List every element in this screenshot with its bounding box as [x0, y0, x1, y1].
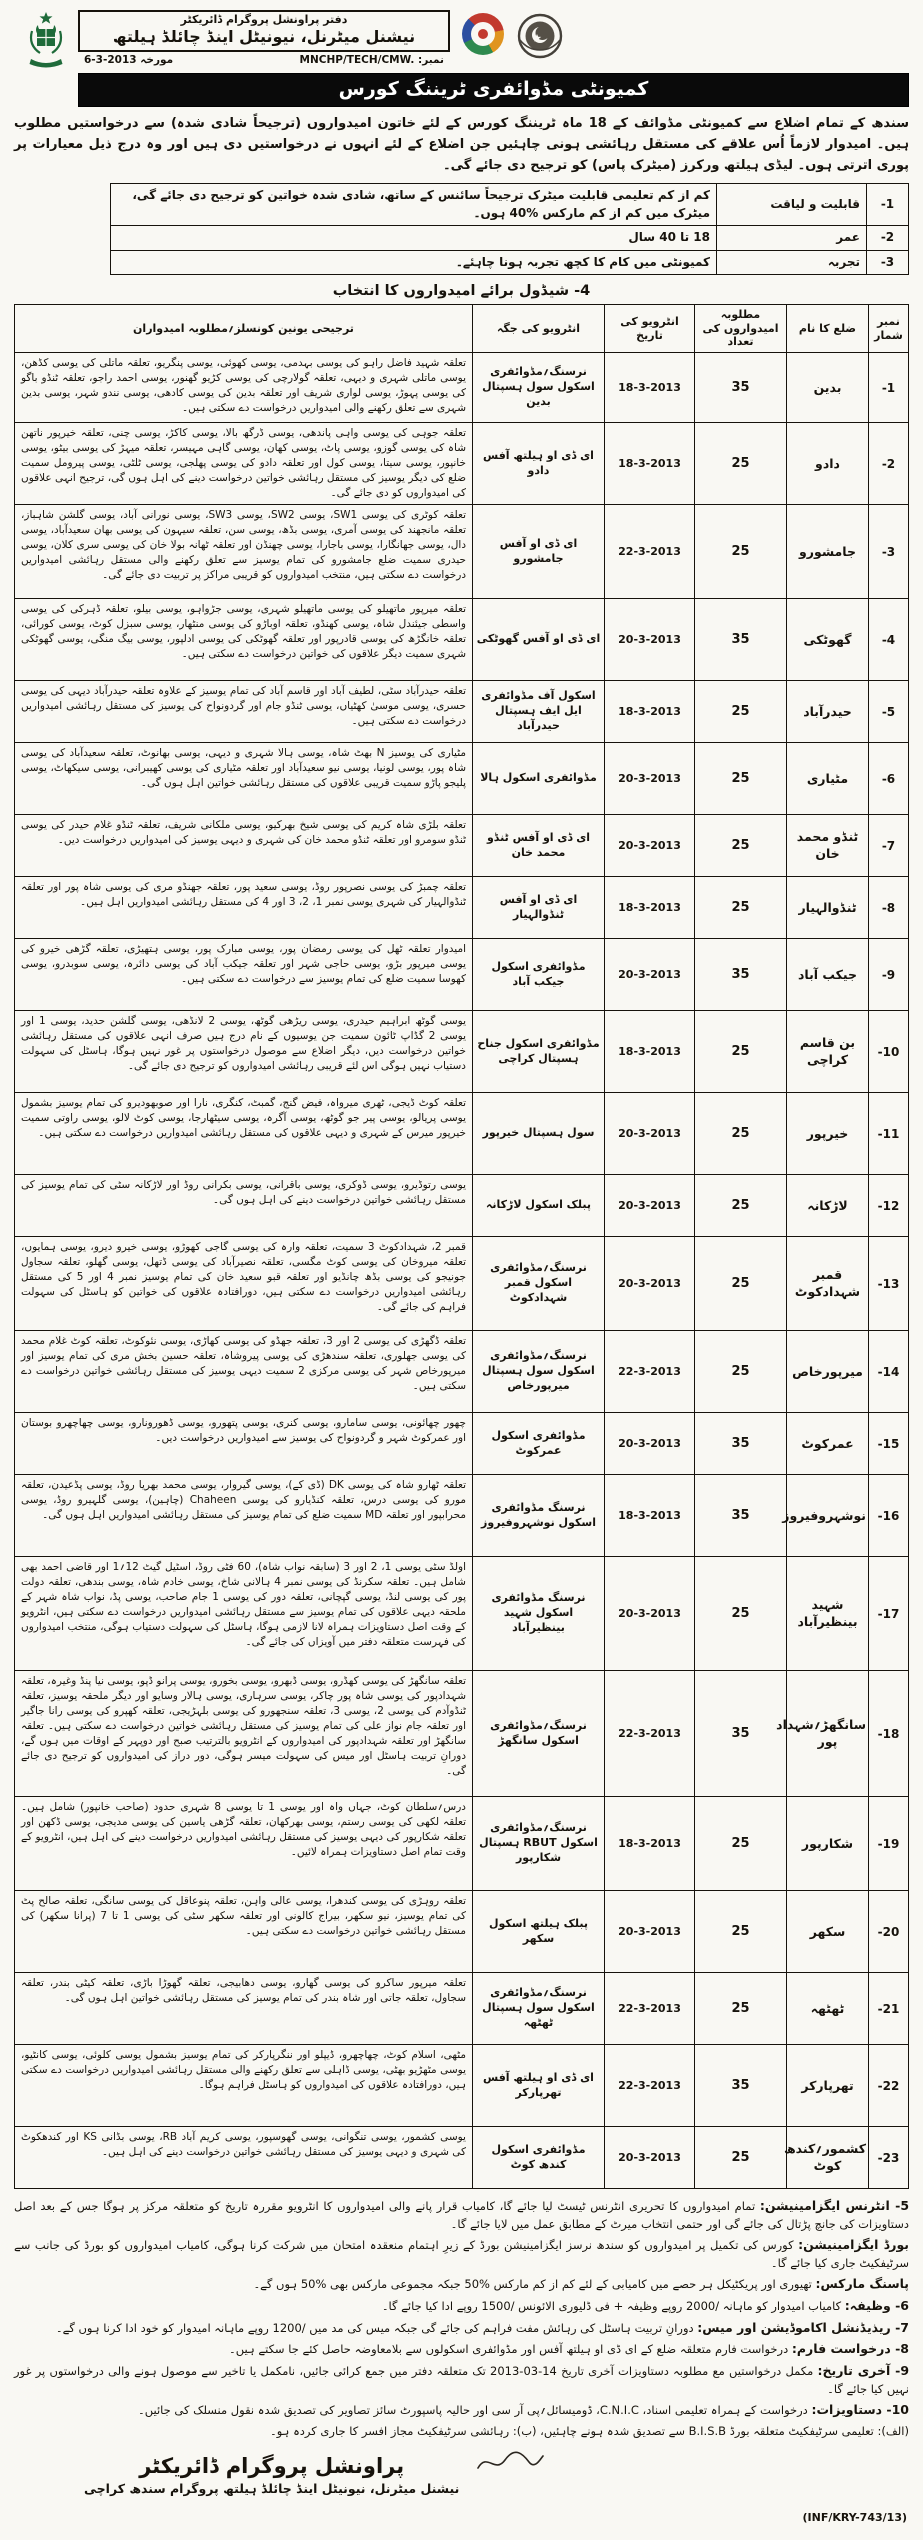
row-date: 18-3-2013: [605, 1011, 695, 1093]
row-date: 20-3-2013: [605, 815, 695, 877]
note-item: [14, 2340, 909, 2359]
table-row: [15, 1671, 909, 1797]
intro-paragraph: سندھ کے تمام اضلاع سے کمیونٹی مڈوائف کے 18 ماہ ٹریننگ کورس کے لئے خاتون امیدواروں (ترجیحاً شادی شدہ) سے درخواستیں مطلوب ہیں۔ امیدوار لازماً اُس علاقے کی مستقل رہائشی ہونی چاہئیں جن اضلاع کے لئے انہوں نے درخواستیں دی ہیں اور وہ درج ذیل معیارات پر پوری اترتی ہوں۔ لیڈی ہیلتھ ورکرز (میٹرک پاس) کو ترجیح دی جائے گی۔: [14, 116, 909, 173]
header-serial: نمبر شمار: [869, 304, 909, 352]
table-row: [15, 877, 909, 939]
row-venue: ای ڈی او ہیلتھ آفس دادو: [473, 423, 605, 505]
row-count: 25: [695, 505, 787, 599]
row-serial: -21: [869, 1973, 909, 2045]
note-item: [14, 2401, 909, 2420]
note-text: مکمل درخواستیں مع مطلوبہ دستاویزات آخری تاریخ 14-03-2013 تک متعلقہ دفتر میں جمع کرائی جائیں، نامکمل یا تاخیر سے موصول ہونے والی درخواستوں پر غور نہیں کیا جائے گا۔: [14, 2364, 909, 2396]
row-serial: -13: [869, 1237, 909, 1331]
row-serial: -23: [869, 2127, 909, 2189]
row-serial: -2: [869, 423, 909, 505]
row-venue: نرسنگ؍مڈوائفری اسکول سول ہسپتال میرپورخاص: [473, 1331, 605, 1413]
row-venue: مڈوائفری اسکول جیکب آباد: [473, 939, 605, 1011]
signatory-title: پراونشل پروگرام ڈائریکٹر: [139, 2454, 405, 2479]
row-areas: اولڈ سٹی یوسی 1، 2 اور 3 (سابقہ نواب شاہ)، 60 فٹی روڈ، اسٹیل گیٹ 12؍1 اور قاضی احمد بھی شامل ہیں۔ تعلقہ سکرنڈ کی یوسی نمبر 4 ہالانی شاخ، یوسی خادم شاہ، یوسی بندھی، تعلقہ دولت پور کی یوسی لنڈ، یوسی گپچانی، تعلقہ دور کی یوسی 1 جام صاحب، یوسی پڈ، نواب شاہ شہر کے ملحقہ دیہی علاقوں کی تمام یوسیز سے مستقل رہائشی امیدواریں درخواست دے سکتی ہیں، انٹرویو کے وقت اصل دستاویزات ہمراہ لانا لازمی ہوگا، ہاسٹل کی سہولت دستیاب ہوگی، منتخب امیدواروں کی فہرست متعلقہ دفتر میں آویزاں کی جائے گی۔: [15, 1557, 473, 1671]
row-serial: -3: [869, 505, 909, 599]
row-serial: -10: [869, 1011, 909, 1093]
masthead: [14, 10, 909, 68]
row-count: 35: [695, 599, 787, 681]
row-areas: درس؍سلطان کوٹ، جہاں واہ اور یوسی 1 تا یوسی 8 شہری حدود (صاحب خانپور) شامل ہیں۔ تعلقہ لکھی کی یوسی رستم، یوسی بھرکھان، تعلقہ گڑھی یاسین کی یوسی مدیجی، یوسی ڈکھن اور تعلقہ شکارپور کی دیہی یوسیز کی مستقل رہائشی امیدواریں درخواست دینے کی اہل ہیں، انٹرویو کے وقت تمام اصل دستاویزات ہمراہ لائیں۔: [15, 1797, 473, 1891]
row-count: 35: [695, 1475, 787, 1557]
row-district: جامشورو: [787, 505, 869, 599]
schedule-table: [14, 304, 909, 2189]
row-date: 20-3-2013: [605, 939, 695, 1011]
row-district: حیدرآباد: [787, 681, 869, 743]
row-count: 35: [695, 1413, 787, 1475]
table-row: [15, 1093, 909, 1175]
course-banner: [78, 73, 909, 107]
row-serial: -17: [869, 1557, 909, 1671]
row-venue: نرسنگ؍مڈوائفری اسکول قمبر شہدادکوٹ: [473, 1237, 605, 1331]
criteria-label: تجربہ: [717, 250, 867, 274]
row-serial: -4: [869, 599, 909, 681]
row-areas: تعلقہ چمبڑ کی یوسی نصرپور روڈ، یوسی سعید پور، تعلقہ جھنڈو مری کی یوسی شاہ پور اور تعلقہ ٹنڈوالہیار کی شہری یوسی نمبر 1، 2، 3 اور 4 کی مستقل رہائشی امیدواریں اہل ہیں۔: [15, 877, 473, 939]
note-label: 5- انٹرنس ایگزامینیشن:: [759, 2198, 910, 2214]
row-areas: یوسی رتوڈیرو، یوسی ڈوکری، یوسی باقرانی، یوسی بکرانی روڈ اور لاڑکانہ سٹی کی تمام یوسیز کی مستقل رہائشی خواتین درخواست دینے کی اہل ہوں گی۔: [15, 1175, 473, 1237]
criteria-number: -2: [867, 226, 909, 250]
program-title: نیشنل میٹرنل، نیونیٹل اینڈ چائلڈ ہیلتھ: [112, 27, 416, 47]
row-date: 18-3-2013: [605, 353, 695, 423]
row-count: 35: [695, 939, 787, 1011]
note-item: [14, 2275, 909, 2294]
row-venue: ای ڈی او آفس جامشورو: [473, 505, 605, 599]
row-areas: قمبر 2، شہدادکوٹ 3 سمیت، تعلقہ وارہ کی یوسی گاجی کھوڑو، یوسی خیرو دیرو، یوسی ہمایوں، تعلقہ میروخان کی یوسی کوٹ مگسی، تعلقہ نصیرآباد کی یوسی ڈتھل، یوسی گھلو، تعلقہ سجاول جونیجو کی یوسی بڈھ چانڈیو اور تعلقہ قبو سعید خان کی تمام یوسیز نمبر 4 اور 5 کی مستقل رہائشی امیدواریں درخواست دے سکتی ہیں، دورافتادہ علاقوں کی خواتین کو ہاسٹل کی سہولت فراہم کی جائے گی۔: [15, 1237, 473, 1331]
note-item: [14, 2319, 909, 2338]
row-venue: پبلک ہیلتھ اسکول سکھر: [473, 1891, 605, 1973]
criteria-value: کمیونٹی میں کام کا کچھ تجربہ ہونا چاہئے۔: [111, 250, 717, 274]
note-text: تھیوری اور پریکٹیکل ہر حصے میں کامیابی کے لئے کم از کم مارکس %50 جبکہ مجموعی مارکس بھی %50 ہوں گے۔: [253, 2277, 812, 2292]
criteria-value: کم از کم تعلیمی قابلیت میٹرک ترجیحاً سائنس کے ساتھ، شادی شدہ خواتین کو ترجیح دی جائے گی، میٹرک میں کم از کم مارکس %40 ہوں۔: [111, 184, 717, 226]
row-district: بن قاسم کراچی: [787, 1011, 869, 1093]
table-row: [15, 353, 909, 423]
row-areas: تعلقہ بلڑی شاہ کریم کی یوسی شیخ بھرکیو، یوسی ملکانی شریف، تعلقہ ٹنڈو غلام حیدر کی یوسی ٹنڈو سومرو اور تعلقہ ٹنڈو محمد خان کی شہری و دیہی یوسیز کی امیدواریں درخواست دیں۔: [15, 815, 473, 877]
row-district: بدین: [787, 353, 869, 423]
row-district: ٹھٹھہ: [787, 1973, 869, 2045]
row-date: 22-3-2013: [605, 2045, 695, 2127]
row-serial: -6: [869, 743, 909, 815]
row-areas: تعلقہ روہڑی کی یوسی کندھرا، یوسی عالی واہن، تعلقہ پنوعاقل کی یوسی سانگی، تعلقہ صالح پٹ کی تمام یوسیز، نیو سکھر، بیراج کالونی اور تعلقہ سکھر سٹی کی یوسی 1 تا 7 (پرانا سکھر) کی مستقل رہائشی خواتین درخواست دے سکتی ہیں۔: [15, 1891, 473, 1973]
row-district: لاڑکانہ: [787, 1175, 869, 1237]
row-count: 25: [695, 1237, 787, 1331]
row-areas: تعلقہ جوہی کی یوسی واہی پاندھی، یوسی ڈرگھ بالا، یوسی کاکڑ، یوسی چنی، تعلقہ خیرپور ناتھن شاہ کی یوسی گوزو، یوسی پاٹ، یوسی کھان، یوسی گاہی مہیسر، تعلقہ میہڑ کی یوسی بیٹو، یوسی خانپور، یوسی سیتا، یوسی کول اور تعلقہ دادو کی یوسی پھلجی، یوسی ٹلٹی، یوسی پیرومل سمیت ضلع کی دیگر یوسیز کی مستقل رہائشی خواتین درخواست دینے کی اہل ہوں گی، ترجیح انہی علاقوں کی امیدواروں کو دی جائے گی۔: [15, 423, 473, 505]
row-serial: -14: [869, 1331, 909, 1413]
row-serial: -22: [869, 2045, 909, 2127]
row-areas: تعلقہ حیدرآباد سٹی، لطیف آباد اور قاسم آباد کی تمام یوسیز کے علاوہ تعلقہ حیدرآباد دیہی کی یوسی حسری، یوسی موسیٰ کھٹیاں، یوسی ٹنڈو جام اور گردونواح کی یوسیز کی مستقل رہائشی امیدواریں درخواست دے سکتی ہیں۔: [15, 681, 473, 743]
row-district: شہید بینظیرآباد: [787, 1557, 869, 1671]
table-row: [15, 1175, 909, 1237]
table-row: [15, 505, 909, 599]
row-date: 20-3-2013: [605, 2127, 695, 2189]
criteria-table: [110, 183, 909, 275]
row-date: 20-3-2013: [605, 1413, 695, 1475]
row-count: 25: [695, 815, 787, 877]
row-district: میرپورخاص: [787, 1331, 869, 1413]
row-district: عمرکوٹ: [787, 1413, 869, 1475]
table-row: [15, 423, 909, 505]
row-count: 25: [695, 423, 787, 505]
row-district: خیرپور: [787, 1093, 869, 1175]
note-label: 8- درخواست فارم:: [791, 2341, 909, 2357]
row-areas: تعلقہ کوٹ ڈیجی، ٹھری میرواہ، فیض گنج، گمبٹ، کنگری، نارا اور صوبھودیرو کی تمام یوسیز بشمول یوسی پریالو، یوسی پیر جو گوٹھ، یوسی آگرہ، یوسی سیٹھارجا، یوسی کوٹ لالو، یوسی راوتی سمیت خیرپور میرس کے شہری و دیہی علاقوں کی مستقل رہائشی امیدواریں درخواست دے سکتی ہیں۔: [15, 1093, 473, 1175]
row-venue: اسکول آف مڈوائفری ایل ایف ہسپتال حیدرآباد: [473, 681, 605, 743]
row-count: 25: [695, 877, 787, 939]
table-row: [15, 1331, 909, 1413]
row-serial: -15: [869, 1413, 909, 1475]
row-areas: تعلقہ ڈگھڑی کی یوسی 2 اور 3، تعلقہ جھڈو کی یوسی کھاڑی، یوسی نئوکوٹ، تعلقہ کوٹ غلام محمد کی یوسی جھلوری، تعلقہ سندھڑی کی یوسی پیروشاہ، تعلقہ حسین بخش مری کی تمام یوسیز اور میرپورخاص شہر کی یوسی مرکزی 2 سمیت دیہی یوسیز کی مستقل رہائشی خواتین درخواست دے سکتی ہیں۔: [15, 1331, 473, 1413]
row-count: 25: [695, 1011, 787, 1093]
reference-number: نمبر: MNCHP/TECH/CMW.: [299, 54, 444, 67]
row-venue: نرسنگ؍مڈوائفری اسکول سول ہسپتال بدین: [473, 353, 605, 423]
row-district: سکھر: [787, 1891, 869, 1973]
row-count: 25: [695, 1973, 787, 2045]
criteria-row: [111, 250, 909, 274]
table-row: [15, 743, 909, 815]
table-row: [15, 599, 909, 681]
row-venue: مڈوائفری اسکول عمرکوٹ: [473, 1413, 605, 1475]
mnchp-logo-icon: [462, 13, 504, 55]
row-count: 35: [695, 2045, 787, 2127]
row-serial: -18: [869, 1671, 909, 1797]
issuing-office-box: [78, 10, 450, 52]
row-date: 18-3-2013: [605, 877, 695, 939]
row-count: 35: [695, 353, 787, 423]
schedule-table-body: [15, 353, 909, 2189]
criteria-label: قابلیت و لیاقت: [717, 184, 867, 226]
row-venue: نرسنگ مڈوائفری اسکول نوشہروفیروز: [473, 1475, 605, 1557]
header-venue: انٹرویو کی جگہ: [473, 304, 605, 352]
row-serial: -9: [869, 939, 909, 1011]
row-serial: -20: [869, 1891, 909, 1973]
row-serial: -19: [869, 1797, 909, 1891]
header-date: انٹرویو کی تاریخ: [605, 304, 695, 352]
row-serial: -8: [869, 877, 909, 939]
row-areas: تعلقہ سانگھڑ کی یوسی کھڈرو، یوسی ڈبھرو، یوسی بخورو، یوسی پرانو ڈپو، یوسی نیا پنڈ وغیرہ، تعلقہ شہدادپور کی یوسی شاہ پور چاکر، یوسی سرہاری، یوسی ہالار وسایو اور دیگر ملحقہ یوسیز، تعلقہ ٹنڈوآدم کی یوسی 2، یوسی 3، تعلقہ سنجھورو کی یوسی بلہڑیجی، تعلقہ کھپرو کی یوسی رانا جاگیر اور تعلقہ جام نواز علی کی تمام یوسیز کی مستقل رہائشی خواتین درخواست دے سکتی ہیں۔ تعلقہ سانگھڑ اور تعلقہ شہدادپور کی امیدواروں کے انٹرویو بالترتیب صبح اور دوپہر کے اوقات میں ہوں گے، دورانِ تربیت ہاسٹل اور میس کی سہولت میسر ہوگی، دور دراز کی امیدواروں کو ترجیح دی جائے گی۔: [15, 1671, 473, 1797]
row-date: 18-3-2013: [605, 423, 695, 505]
row-date: 22-3-2013: [605, 1331, 695, 1413]
signature-block: [84, 2454, 459, 2496]
row-date: 20-3-2013: [605, 1093, 695, 1175]
row-date: 22-3-2013: [605, 505, 695, 599]
row-areas: تعلقہ میرپور ماتھیلو کی یوسی ماتھیلو شہری، یوسی جڑواہو، یوسی بیلو، تعلقہ ڈہرکی کی یوسی واسطی جیئندل شاہ، یوسی کھنڈو، تعلقہ اوباڑو کی یوسی منٹھار، یوسی سبزل کوٹ، یوسی کورائی، تعلقہ خانگڑھ کی یوسی قادرپور اور تعلقہ گھوٹکی کی یوسی ادلپور، یوسی بیگ منگی، یوسی گھوٹکی شہری سمیت دیگر علاقوں کی خواتین درخواست دے سکتی ہیں۔: [15, 599, 473, 681]
criteria-label: عمر: [717, 226, 867, 250]
row-count: 25: [695, 1797, 787, 1891]
table-row: [15, 815, 909, 877]
sindh-crest-icon: [516, 12, 564, 60]
row-count: 25: [695, 1093, 787, 1175]
row-areas: چھور چھائونی، یوسی سامارو، یوسی کنری، یوسی پتھورو، یوسی ڈھورونارو، یوسی چھاچھرو بوستان اور عمرکوٹ شہر و گردونواح کی یوسیز سے امیدواریں درخواست دیں۔: [15, 1413, 473, 1475]
row-areas: مٹیاری کی یوسیز N بھٹ شاہ، یوسی ہالا شہری و دیہی، یوسی بھانوٹ، تعلقہ سعیدآباد کی یوسی شاہ پور، یوسی لونیا، یوسی نیو سعیدآباد اور تعلقہ مٹیاری کی یوسی کھیبرانی، یوسی سیکھاٹ، یوسی پلیجو پاڑو سمیت قریبی علاقوں کی مستقل رہائشی خواتین اہل ہوں گی۔: [15, 743, 473, 815]
row-date: 22-3-2013: [605, 1671, 695, 1797]
criteria-number: -3: [867, 250, 909, 274]
note-text: (الف): تعلیمی سرٹیفکیٹ متعلقہ بورڈ B.I.S.B سے تصدیق شدہ ہونے چاہئیں، (ب): رہائشی سرٹیفکیٹ مجاز افسر کا جاری کردہ ہو۔: [270, 2423, 909, 2438]
row-venue: مڈوائفری اسکول جناح ہسپتال کراچی: [473, 1011, 605, 1093]
row-areas: تعلقہ کوٹری کی یوسی SW1، یوسی SW2، یوسی SW3، یوسی نورانی آباد، یوسی گلشن شاہباز، تعلقہ مانجھند کی یوسی آمری، یوسی بڈھ، یوسی سن، تعلقہ سیہون کی یوسی بھان سعیدآباد، یوسی دال، یوسی جھانگارا، یوسی باجارا، یوسی چھنڈن اور تعلقہ ٹھانہ بولا خان کی یوسی سری کلان، یوسی حیدری سمیت ضلع جامشورو کی تمام یوسیز سے تعلق رکھنے والی مستقل رہائشی امیدواریں درخواست دے سکتی ہیں، منتخب امیدواروں کو قریبی مراکز پر تربیت دی جائے گی۔: [15, 505, 473, 599]
row-district: مٹیاری: [787, 743, 869, 815]
note-text: درخواست فارم متعلقہ ضلع کے ای ڈی او ہیلتھ آفس اور مڈوائفری اسکولوں سے بلامعاوضہ حاصل کئے جا سکتے ہیں۔: [229, 2342, 789, 2357]
row-count: 25: [695, 1331, 787, 1413]
criteria-row: [111, 184, 909, 226]
issuing-office-block: [78, 10, 450, 66]
row-date: 18-3-2013: [605, 1797, 695, 1891]
row-areas: یوسی کشمور، یوسی تنگوانی، یوسی گھوسپور، یوسی کریم آباد RB، یوسی بڈانی KS اور کندھکوٹ کی شہری و دیہی یوسیز کی مستقل رہائشی خواتین درخواست دینے کی اہل ہیں۔: [15, 2127, 473, 2189]
signatory-organization: نیشنل میٹرنل، نیونیٹل اینڈ چائلڈ ہیلتھ پروگرام سندھ کراچی: [84, 2481, 460, 2497]
row-venue: نرسنگ؍مڈوائفری اسکول سول ہسپتال ٹھٹھہ: [473, 1973, 605, 2045]
table-row: [15, 2127, 909, 2189]
signature-scribble-icon: [475, 2450, 545, 2476]
issue-date: مورخہ 6-3-2013: [84, 54, 174, 67]
row-district: کشمور؍کندھ کوٹ: [787, 2127, 869, 2189]
notes-section: [14, 2197, 909, 2440]
row-serial: -7: [869, 815, 909, 877]
office-title: دفتر پراونشل پروگرام ڈائریکٹر: [180, 13, 348, 26]
course-banner-title: کمیونٹی مڈوائفری ٹریننگ کورس: [338, 78, 649, 100]
table-row: [15, 1557, 909, 1671]
note-item: [14, 2297, 909, 2316]
row-venue: مڈوائفری اسکول ہالا: [473, 743, 605, 815]
row-date: 22-3-2013: [605, 1973, 695, 2045]
row-count: 25: [695, 2127, 787, 2189]
header-areas: ترجیحی یونین کونسلز؍مطلوبہ امیدواران: [15, 304, 473, 352]
note-label: بورڈ ایگزامینیشن:: [798, 2237, 909, 2253]
row-count: 25: [695, 1557, 787, 1671]
row-count: 25: [695, 743, 787, 815]
row-date: 20-3-2013: [605, 599, 695, 681]
row-venue: نرسنگ مڈوائفری اسکول شہید بینظیرآباد: [473, 1557, 605, 1671]
row-count: 25: [695, 1175, 787, 1237]
pakistan-emblem-icon: [26, 11, 66, 69]
row-district: دادو: [787, 423, 869, 505]
row-serial: -11: [869, 1093, 909, 1175]
note-label: پاسنگ مارکس:: [815, 2276, 909, 2292]
table-row: [15, 2045, 909, 2127]
row-areas: یوسی گوٹھ ابراہیم حیدری، یوسی ریڑھی گوٹھ، یوسی 2 لانڈھی، یوسی گلشن حدید، یوسی 1 اور یوسی 2 گڈاپ ٹائون سمیت جن یوسیوں کے نام درج ہیں صرف انہی علاقوں کی مستقل رہائشی خواتین درخواست دیں، دیگر اضلاع سے موصول درخواستوں پر غور نہیں ہوگا، ہاسٹل کی سہولت دستیاب نہیں ہوگی اس لئے قریبی رہائشی امیدواروں کو ترجیح دی جائے گی۔: [15, 1011, 473, 1093]
note-label: 6- وظیفہ:: [844, 2297, 909, 2313]
note-label: 9- آخری تاریخ:: [817, 2363, 910, 2379]
row-district: جیکب آباد: [787, 939, 869, 1011]
row-district: ٹنڈوالہیار: [787, 877, 869, 939]
row-venue: ای ڈی او آفس ٹنڈو محمد خان: [473, 815, 605, 877]
row-areas: تعلقہ میرپور ساکرو کی یوسی گھارو، یوسی دھابیجی، تعلقہ گھوڑا باڑی، تعلقہ کیٹی بندر، تعلقہ سجاول، تعلقہ جاتی اور شاہ بندر کی تمام یوسیز کی مستقل رہائشی خواتین اہل ہوں گی۔: [15, 1973, 473, 2045]
note-item: [14, 2236, 909, 2272]
note-label: 10- دستاویزات:: [811, 2402, 909, 2418]
row-district: شکارپور: [787, 1797, 869, 1891]
reference-line: [78, 52, 450, 66]
row-district: نوشہروفیروز: [787, 1475, 869, 1557]
schedule-heading: 4- شیڈول برائے امیدواروں کا انتخاب: [332, 282, 591, 299]
advert-reference-number: (INF/KRY-743/13): [802, 2511, 907, 2524]
table-row: [15, 1475, 909, 1557]
row-count: 25: [695, 1891, 787, 1973]
row-district: گھوٹکی: [787, 599, 869, 681]
note-text: کورس کی تکمیل پر امیدواروں کو سندھ نرسز ایگزامینیشن بورڈ کے زیرِ اہتمام منعقدہ امتحان میں شرکت کرنا ہوگی، کامیاب امیدواروں کو بورڈ کی جانب سے سرٹیفکیٹ جاری کیا جائے گا۔: [14, 2238, 909, 2270]
row-district: ٹنڈو محمد خان: [787, 815, 869, 877]
row-district: سانگھڑ؍شہداد پور: [787, 1671, 869, 1797]
row-serial: -1: [869, 353, 909, 423]
row-areas: امیدوار تعلقہ ٹھل کی یوسی رمضان پور، یوسی مبارک پور، یوسی ہتھیڑی، تعلقہ گڑھی خیرو کی یوسی میرپور بڑو، یوسی حاجی شہر اور تعلقہ جیکب آباد کی یوسی دائرہ، یوسی سوبدرو، یوسی کھوسا سمیت ضلع کی تمام یوسیز سے درخواست دے سکتی ہیں۔: [15, 939, 473, 1011]
schedule-header-row: [15, 304, 909, 352]
note-text: دورانِ تربیت ہاسٹل کی رہائش مفت فراہم کی جائے گی جبکہ میس کی مد میں /1200 روپے ماہانہ امیدوار کو خود ادا کرنا ہوں گے۔: [55, 2320, 694, 2335]
row-date: 20-3-2013: [605, 1891, 695, 1973]
note-label: 7- ریذیڈنشل اکاموڈیشن اور میس:: [697, 2319, 909, 2335]
row-venue: نرسنگ؍مڈوائفری اسکول RBUT ہسپتال شکارپور: [473, 1797, 605, 1891]
row-date: 20-3-2013: [605, 1237, 695, 1331]
row-date: 20-3-2013: [605, 743, 695, 815]
row-district: تھرپارکر: [787, 2045, 869, 2127]
row-date: 18-3-2013: [605, 1475, 695, 1557]
header-count: مطلوبہ امیدواروں کی تعداد: [695, 304, 787, 352]
row-district: قمبر شہدادکوٹ: [787, 1237, 869, 1331]
table-row: [15, 1011, 909, 1093]
table-row: [15, 1413, 909, 1475]
row-venue: نرسنگ؍مڈوائفری اسکول سانگھڑ: [473, 1671, 605, 1797]
table-row: [15, 1797, 909, 1891]
row-venue: پبلک اسکول لاڑکانہ: [473, 1175, 605, 1237]
criteria-row: [111, 226, 909, 250]
row-serial: -16: [869, 1475, 909, 1557]
row-venue: ای ڈی او آفس ٹنڈوالہیار: [473, 877, 605, 939]
note-item: [14, 2423, 909, 2440]
note-text: کامیاب امیدوار کو ماہانہ /2000 روپے وظیفہ + فی ڈلیوری الائونس /1500 روپے ادا کیا جائے گا۔: [381, 2298, 842, 2313]
table-row: [15, 1237, 909, 1331]
row-venue: ای ڈی او ہیلتھ آفس تھرپارکر: [473, 2045, 605, 2127]
table-row: [15, 681, 909, 743]
row-count: 25: [695, 681, 787, 743]
row-date: 18-3-2013: [605, 681, 695, 743]
row-venue: مڈوائفری اسکول کندھ کوٹ: [473, 2127, 605, 2189]
criteria-value: 18 تا 40 سال: [111, 226, 717, 250]
row-areas: تعلقہ ٹھارو شاہ کی یوسی DK (ڈی کے)، یوسی گیروار، یوسی محمد بھریا روڈ، یوسی پڈعیدن، تعلقہ مورو کی یوسی درس، تعلقہ کنڈیارو کی یوسی Chaheen (چاہین)، یوسی گلہیرو روڈ، یوسی محرابپور اور تعلقہ MD سمیت ضلع کی تمام یوسیز کی مستقل رہائشی امیدواریں اہل ہوں گی۔: [15, 1475, 473, 1557]
row-venue: ای ڈی او آفس گھوٹکی: [473, 599, 605, 681]
note-text: تمام امیدواروں کا تحریری انٹرنس ٹیسٹ لیا جائے گا، کامیاب قرار پانے والی امیدواروں کا انٹرویو مقررہ تاریخ کو متعلقہ مرکز پر ہوگا جس کے بعد اصل دستاویزات کی جانچ پڑتال کی جائے گی اور حتمی انتخاب میرٹ کے مطابق عمل میں لایا جائے گا۔: [14, 2199, 909, 2231]
row-venue: سول ہسپتال خیرپور: [473, 1093, 605, 1175]
row-date: 20-3-2013: [605, 1175, 695, 1237]
note-item: [14, 2362, 909, 2398]
table-row: [15, 939, 909, 1011]
row-serial: -5: [869, 681, 909, 743]
table-row: [15, 1973, 909, 2045]
criteria-table-body: [111, 184, 909, 275]
note-item: [14, 2197, 909, 2233]
row-count: 35: [695, 1671, 787, 1797]
row-serial: -12: [869, 1175, 909, 1237]
table-row: [15, 1891, 909, 1973]
row-areas: تعلقہ شہید فاضل راہو کی یوسی بہدمی، یوسی کھوئی، یوسی پنگریو، تعلقہ ماتلی کی یوسی کڈھن، یوسی ماتلی شہری و دیہی، تعلقہ گولارچی کی یوسی کڑیو گھنور، یوسی احمد راجو، تعلقہ ٹنڈو باگو کی یوسی پہوڑ، یوسی لواری شریف اور تعلقہ بدین کی یوسی کادھی، یوسی نندو شہر، یوسی بدین شہری سے تعلق رکھنے والی امیدواریں درخواست دے سکتی ہیں۔: [15, 353, 473, 423]
criteria-number: -1: [867, 184, 909, 226]
header-district: ضلع کا نام: [787, 304, 869, 352]
row-date: 20-3-2013: [605, 1557, 695, 1671]
row-areas: مٹھی، اسلام کوٹ، چھاچھرو، ڈیپلو اور ننگرپارکر کی تمام یوسیز بشمول یوسی کلوئی، یوسی کانٹیو، یوسی مٹھڑیو بھٹی، یوسی ڈاہلی سے تعلق رکھنے والی مستقل رہائشی امیدواریں درخواست دے سکتی ہیں، دورافتادہ علاقوں کی امیدواروں کو ہاسٹل فراہم ہوگا۔: [15, 2045, 473, 2127]
note-text: درخواست کے ہمراہ تعلیمی اسناد، C.N.I.C، ڈومیسائل؍پی آر سی اور حالیہ پاسپورٹ سائز تصاویر کی تصدیق شدہ نقول منسلک کی جائیں۔: [138, 2403, 808, 2418]
